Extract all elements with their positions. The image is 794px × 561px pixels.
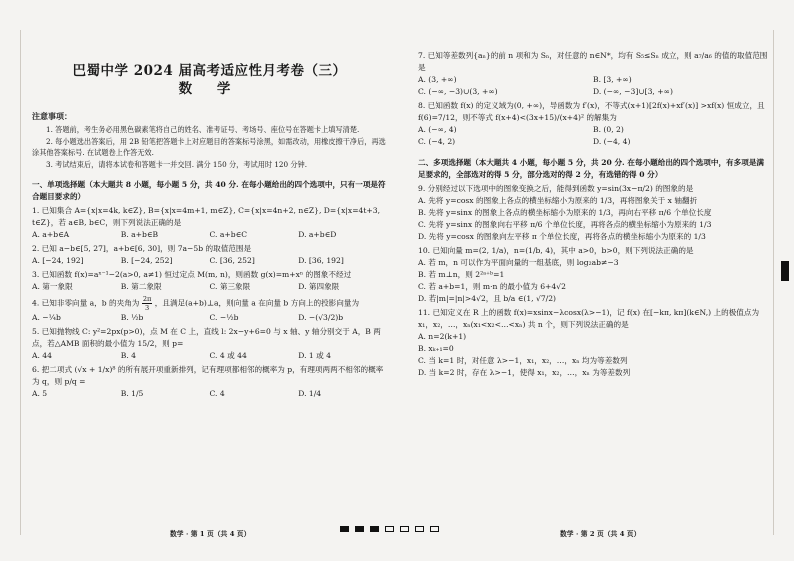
question-9 (418, 183, 768, 243)
option-b: B. [3, +∞) (593, 75, 632, 84)
option-c: C. 第三象限 (209, 282, 251, 291)
question-stem (32, 295, 387, 312)
option-d: D. a+b∈D (298, 230, 337, 239)
option-c: C. 当 k=1 时，对任意 λ>−1，x₁，x₂，…，xₙ 均为等差数列 (418, 356, 628, 365)
left-column (32, 48, 387, 400)
question-1 (32, 205, 387, 241)
option-a: A. [−24, 192] (32, 256, 84, 265)
question-stem: 6. 把二项式 (√x + 1/x)⁸ 的所有展开项重新排列，记有理项都相邻的概率为 p，有理项两两不相邻的概率为 q，则 p/q = (32, 365, 384, 386)
option-b: B. xₖ₊₁=0 (418, 344, 454, 353)
option-c: C. 4 或 44 (209, 351, 247, 360)
question-8 (418, 100, 768, 148)
right-binding-line (773, 30, 774, 535)
question-stem: 5. 已知抛物线 C: y²=2px(p>0)，点 M 在 C 上，直线 l: 2x−y+6=0 与 x 轴、y 轴分别交于 A，B 两点，若△AMB 面积的最小值为 15/2，则 p= (32, 327, 381, 348)
option-d: D. [36, 192] (298, 256, 344, 265)
question-4 (32, 295, 387, 324)
fraction-numerator: 2π (142, 295, 152, 303)
options (418, 74, 768, 98)
option-c: C. 若 a+b=1，则 m·n 的最小值为 6+4√2 (418, 282, 566, 291)
option-d: D. 第四象限 (298, 282, 340, 291)
question-stem: 8. 已知函数 f(x) 的定义域为(0, +∞)，导函数为 f′(x)，不等式(x+1)[2f(x)+xf′(x)] >xf(x) 恒成立，且 f(6)=7/12，则不等式 f(x+4)<(3x+15)/(x+4)² 的解集为 (418, 101, 765, 122)
side-registration-mark (781, 261, 789, 281)
angle-fraction (142, 295, 153, 312)
question-7 (418, 50, 768, 98)
option-c: C. −½b (209, 313, 239, 322)
option-c: C. (−4, 2) (418, 137, 456, 146)
notice-item: 2. 每小题选出答案后，用 2B 铅笔把答题卡上对应题目的答案标号涂黑，如需改动，用橡皮擦干净后，再选涂其他答案标号. 在试题卷上作答无效. (32, 136, 386, 157)
option-d: D. (−4, 4) (593, 137, 631, 146)
option-a: A. −¼b (32, 313, 61, 322)
question-stem: 7. 已知等差数列{aₙ}的前 n 项和为 Sₙ，对任意的 n∈N*，均有 S₅≤Sₙ 成立，则 a₇/a₆ 的值的取值范围是 (418, 51, 768, 72)
options (418, 124, 768, 148)
option-d: D. 1/4 (298, 389, 322, 398)
options (32, 388, 387, 400)
registration-mark (385, 526, 394, 532)
page-footer-left: 数学 · 第 1 页（共 4 页） (170, 530, 251, 538)
notice-item: 3. 考试结束后，请将本试卷和答题卡一并交回. 满分 150 分，考试用时 120 分钟. (46, 159, 308, 169)
options (418, 331, 768, 379)
option-a: A. (−∞, 4) (418, 125, 457, 134)
question-11 (418, 307, 768, 379)
option-b: B. (0, 2) (593, 125, 624, 134)
option-c: C. 4 (209, 389, 225, 398)
option-b: B. 若 m⊥n，则 2²ᵃ⁺ᵇ=1 (418, 270, 505, 279)
option-a: A. a+b∈A (32, 230, 70, 239)
section-multiple-choice: 二、多项选择题（本大题共 4 小题，每小题 5 分，共 20 分. 在每小题给出的四个选项中，有多项是满足要求的，全部选对的得 5 分，部分选对的得 2 分，有选错的得 0 分） (418, 158, 765, 179)
options (32, 312, 387, 324)
option-a: A. 先将 y=cosx 的图象上各点的横坐标缩小为原来的 1/3，再将图象关于 x 轴翻折 (418, 196, 698, 205)
option-c: C. a+b∈C (209, 230, 248, 239)
option-c: C. 先将 y=sinx 的图象向右平移 π/6 个单位长度，再将各点的横坐标缩小为原来的 1/3 (418, 220, 712, 229)
option-c: C. (−∞, −3)∪(3, +∞) (418, 87, 498, 96)
notice-item: 1. 答题前，考生务必用黑色碳素笔将自己的姓名、准考证号、考场号、座位号在答题卡上填写清楚. (46, 125, 360, 134)
registration-marks (340, 526, 439, 532)
question-2 (32, 243, 387, 267)
option-d: D. (−∞, −3]∪[3, +∞) (593, 87, 673, 96)
option-b: B. [−24, 252] (120, 256, 173, 265)
option-c: C. [36, 252] (209, 256, 255, 265)
option-b: B. a+b∈B (120, 230, 159, 239)
options (32, 229, 387, 241)
question-10 (418, 245, 768, 305)
exam-subject: 数 学 (178, 81, 241, 97)
question-6 (32, 364, 387, 400)
right-column (418, 48, 768, 379)
stem-part: ，且满足(a+b)⊥a，则向量 a 在向量 b 方向上的投影向量为 (154, 298, 360, 308)
option-a: A. 第一象限 (32, 282, 73, 291)
question-stem: 1. 已知集合 A={x|x=4k, k∈Z}, B={x|x=4m+1, m∈Z}, C={x|x=4n+2, n∈Z}, D={x|x=4t+3, t∈Z}，若 a∈B, b∈C，则下列说法正确的是 (32, 206, 381, 227)
question-stem: 2. 已知 a−b∈[5, 27]，a+b∈[6, 30]，则 7a−5b 的取值范围是 (32, 244, 252, 253)
exam-title: 巴蜀中学 2024 届高考适应性月考卷（三） (72, 63, 347, 79)
stem-part: 4. 已知非零向量 a，b 的夹角为 (32, 298, 140, 308)
options (32, 255, 387, 267)
option-b: B. 1/5 (120, 389, 144, 398)
registration-mark (400, 526, 409, 532)
registration-mark (340, 526, 349, 532)
section-single-choice: 一、单项选择题（本大题共 8 小题，每小题 5 分，共 40 分. 在每小题给出的四个选项中，只有一项是符合题目要求的） (32, 180, 386, 201)
option-a: A. 44 (32, 351, 52, 360)
notice-title: 注意事项： (32, 111, 72, 121)
registration-mark (430, 526, 439, 532)
fraction-denominator: 3 (144, 304, 150, 312)
option-d: D. 1 或 4 (298, 351, 331, 360)
option-a: A. 若 m，n 可以作为平面向量的一组基底，则 log₂ab≠−3 (418, 258, 619, 267)
options (32, 281, 387, 293)
option-b: B. ½b (120, 313, 144, 322)
option-b: B. 4 (120, 351, 136, 360)
question-3 (32, 269, 387, 293)
question-stem: 10. 已知向量 m=(2, 1/a)，n=(1/b, 4)，其中 a>0，b>0，则下列说法正确的是 (418, 246, 694, 255)
registration-mark (355, 526, 364, 532)
option-b: B. 第二象限 (120, 282, 162, 291)
option-a: A. n=2(k+1) (418, 332, 467, 341)
options (418, 257, 768, 305)
question-5 (32, 326, 387, 362)
left-binding-line (20, 30, 21, 535)
page-footer-right: 数学 · 第 2 页（共 4 页） (560, 530, 641, 538)
option-d: D. 先将 y=cosx 的图象向左平移 π 个单位长度，再将各点的横坐标缩小为原来的 1/3 (418, 232, 706, 241)
option-b: B. 先将 y=sinx 的图象上各点的横坐标缩小为原来的 1/3，再向右平移 π/6 个单位长度 (418, 208, 712, 217)
option-d: D. −(√3/2)b (298, 313, 344, 322)
question-stem: 9. 分别经过以下选项中的图象变换之后，能得到函数 y=sin(3x−π/2) 的图象的是 (418, 184, 694, 193)
option-d: D. 若|m|=|n|>4√2，且 b/a ∈(1, √7/2) (418, 294, 557, 303)
option-d: D. 当 k=2 时，存在 λ>−1，使得 x₁，x₂，…，xₙ 为等差数列 (418, 368, 631, 377)
question-stem: 11. 已知定义在 R 上的函数 f(x)=xsinx−λcosx(λ>−1)，记 f(x) 在[−kπ, kπ](k∈N,) 上的极值点为 x₁，x₂，…，xₙ(x₁<x₂<…<xₙ) 共 n 个，则下列说法正确的是 (418, 308, 760, 329)
notice-block (32, 110, 387, 170)
registration-mark (415, 526, 424, 532)
options (32, 350, 387, 362)
option-a: A. 5 (32, 389, 48, 398)
option-a: A. (3, +∞) (418, 75, 457, 84)
question-stem: 3. 已知函数 f(x)=aˣ⁻¹−2(a>0, a≠1) 恒过定点 M(m, n)，则函数 g(x)=m+xⁿ 的图象不经过 (32, 270, 352, 279)
registration-mark (370, 526, 379, 532)
options (418, 195, 768, 243)
